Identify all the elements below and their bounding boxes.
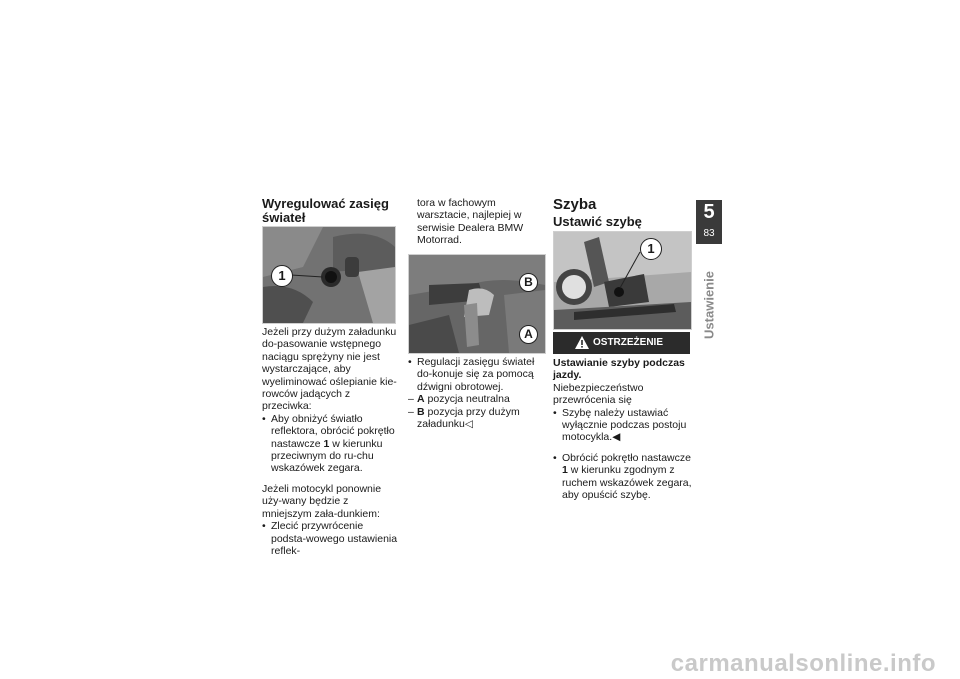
bullet-stationary-only: • Szybę należy ustawiać wyłącznie podczas postoju motocykla.◀ bbox=[553, 407, 693, 444]
bullet-restore-setting: • Zlecić przywrócenie podsta-wowego ustawienia reflek- bbox=[262, 520, 398, 557]
reduced-load-paragraph: Jeżeli motocykl ponownie uży-wany będzie z mniejszym zała-dunkiem: bbox=[262, 482, 382, 520]
position-a: – A pozycja neutralna bbox=[408, 393, 548, 405]
windscreen-photo bbox=[553, 231, 692, 330]
watermark: carmanualsonline.info bbox=[670, 650, 936, 677]
bullet-lower-beam: • Aby obniżyć światło reflektora, obrócić pokrętło nastawcze 1 w kierunku przeciwnym do ru-chu wskazówek zegara. bbox=[262, 413, 398, 475]
range-lever-photo bbox=[408, 254, 546, 354]
bullet-lever-info: • Regulacji zasięgu świateł do-konuje się za pomocą dźwigni obrotowej. bbox=[408, 356, 548, 393]
warning-text: Niebezpieczeństwo przewrócenia się bbox=[553, 381, 644, 407]
bullet-lower-screen: • Obrócić pokrętło nastawcze 1 w kierunku zgodnym z ruchem wskazówek zegara, aby opuścić szybę. bbox=[553, 452, 693, 502]
headlight-adjuster-photo bbox=[262, 226, 396, 324]
callout-1: 1 bbox=[640, 238, 662, 260]
warning-banner bbox=[553, 332, 690, 354]
end-mark: ◁ bbox=[464, 418, 473, 431]
chapter-number: 5 bbox=[703, 201, 715, 223]
warning-icon bbox=[575, 336, 589, 349]
section-heading-windscreen: Ustawić szybę bbox=[553, 214, 642, 229]
section-heading-headlight: Wyregulować zasięg świateł bbox=[262, 196, 389, 225]
end-mark: ◀ bbox=[612, 431, 621, 444]
intro-paragraph: Jeżeli przy dużym załadunku do-pasowanie wstępnego naciągu sprężyny nie jest wystarczające, aby wyeliminować oślepianie kie-rowców jadących z przeciwka: bbox=[262, 326, 397, 413]
page-number: 83 bbox=[703, 228, 715, 239]
chapter-title-windscreen: Szyba bbox=[553, 196, 597, 213]
callout-1: 1 bbox=[271, 265, 293, 287]
chapter-tab bbox=[696, 200, 722, 244]
position-b: – B pozycja przy dużym załadunku◁ bbox=[408, 406, 548, 431]
section-side-label: Ustawienie bbox=[701, 271, 717, 339]
warning-label: OSTRZEŻENIE bbox=[593, 337, 664, 348]
callout-a: A bbox=[519, 325, 538, 344]
warning-heading: Ustawianie szyby podczas jazdy. bbox=[553, 357, 685, 382]
continued-text: tora w fachowym warsztacie, najlepiej w serwisie Dealera BMW Motorrad. bbox=[417, 197, 524, 247]
callout-b: B bbox=[519, 273, 538, 292]
